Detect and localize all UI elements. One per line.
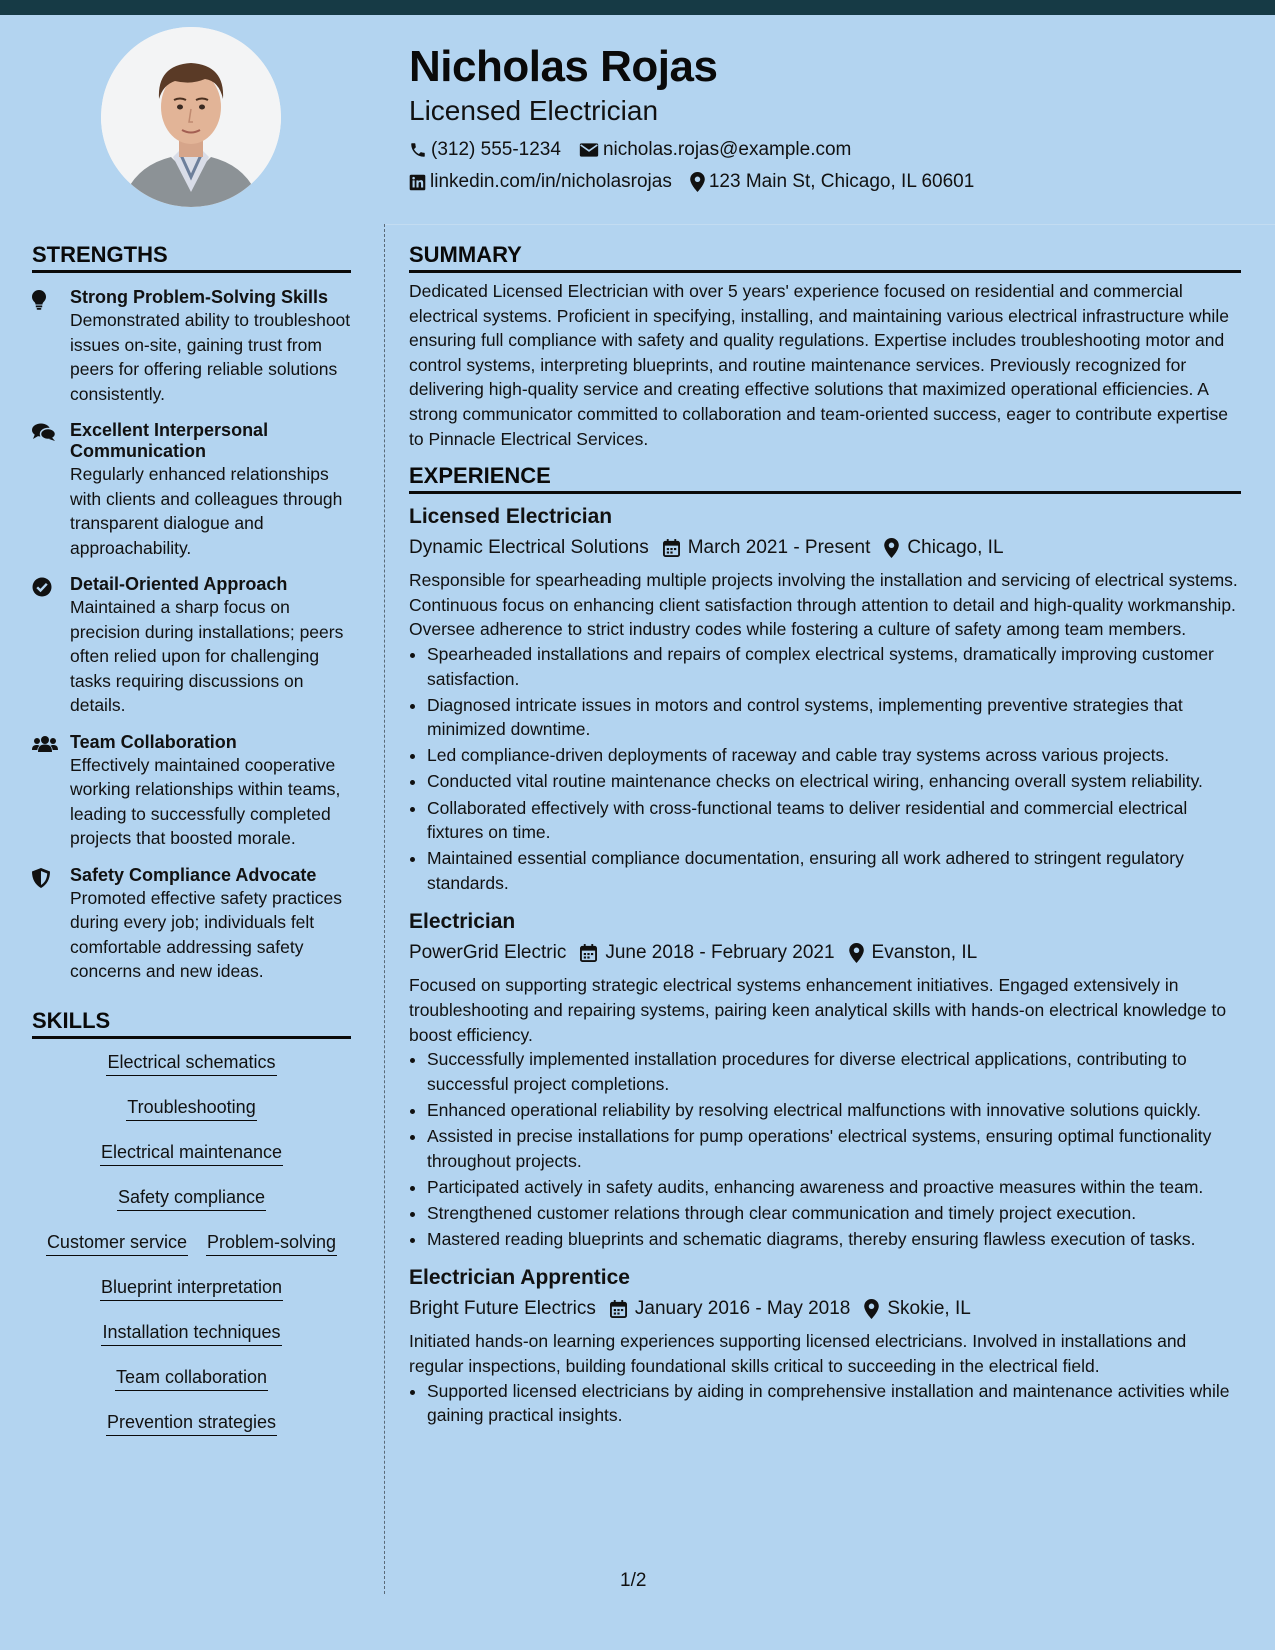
job-description: Initiated hands-on learning experiences supporting licensed electricians. Involved in installations and regular inspections, building foundational skills critical to succeeding in the electrical field. bbox=[409, 1331, 1187, 1376]
job-meta bbox=[409, 1293, 1241, 1325]
list-item: • Conducted vital routine maintenance checks on electrical wiring, enhancing overall system reliability. bbox=[427, 769, 1241, 794]
strength-item bbox=[32, 287, 351, 406]
strength-title: Detail-Oriented Approach bbox=[70, 574, 288, 594]
list-item: • Mastered reading blueprints and schematic diagrams, thereby ensuring flawless execution of tasks. bbox=[427, 1227, 1241, 1252]
list-item: • Led compliance-driven deployments of raceway and cable tray systems across various projects. bbox=[427, 743, 1241, 768]
job-meta bbox=[409, 532, 1241, 564]
job-company: Dynamic Electrical Solutions bbox=[409, 537, 649, 559]
strength-desc: Demonstrated ability to troubleshoot issues on-site, gaining trust from peers for offering reliable solutions consistently. bbox=[70, 310, 351, 404]
list-item: • Strengthened customer relations through clear communication and timely project execution. bbox=[427, 1201, 1241, 1226]
experience-heading: EXPERIENCE bbox=[409, 461, 1241, 494]
right-column bbox=[409, 240, 1241, 1429]
job-dates: June 2018 - February 2021 bbox=[605, 942, 835, 964]
candidate-name: Nicholas Rojas bbox=[409, 42, 718, 91]
list-item: • Participated actively in safety audits, enhancing awareness and proactive measures within the team. bbox=[427, 1175, 1241, 1200]
check-circle-icon bbox=[32, 577, 52, 597]
skill-tag: Team collaboration bbox=[115, 1364, 268, 1391]
map-pin-icon bbox=[690, 172, 705, 192]
lightbulb-icon bbox=[32, 290, 46, 310]
linkedin-text[interactable]: linkedin.com/in/nicholasrojas bbox=[430, 171, 672, 192]
list-item: • Collaborated effectively with cross-functional teams to deliver residential and commercial electrical fixtures on time. bbox=[427, 796, 1241, 845]
list-item: • Successfully implemented installation procedures for diverse electrical applications, contributing to successful project completions. bbox=[427, 1047, 1241, 1096]
job-title: Licensed Electrician bbox=[409, 505, 613, 529]
resume-header bbox=[409, 40, 1239, 198]
calendar-icon bbox=[663, 539, 680, 557]
envelope-icon bbox=[579, 142, 599, 158]
candidate-title: Licensed Electrician bbox=[409, 95, 659, 126]
strength-desc: Maintained a sharp focus on precision during installations; peers often relied upon for challenging tasks requiring discussions on details. bbox=[70, 597, 344, 715]
skill-tag: Installation techniques bbox=[101, 1319, 281, 1346]
skill-tag: Customer service bbox=[46, 1229, 188, 1256]
job-entry bbox=[409, 1263, 1241, 1427]
strengths-heading: STRENGTHS bbox=[32, 240, 351, 273]
skill-tag: Safety compliance bbox=[117, 1184, 266, 1211]
job-meta bbox=[409, 937, 1241, 969]
calendar-icon bbox=[610, 1300, 627, 1318]
page-number: 1/2 bbox=[620, 1570, 647, 1591]
shield-icon bbox=[32, 868, 50, 888]
skill-tag: Prevention strategies bbox=[106, 1409, 277, 1436]
column-divider bbox=[384, 224, 385, 1594]
contact-row-2 bbox=[409, 166, 1239, 198]
job-title: Electrician bbox=[409, 910, 516, 934]
phone-contact bbox=[409, 134, 561, 166]
email-contact[interactable] bbox=[579, 134, 851, 166]
list-item: • Assisted in precise installations for pump operations' electrical systems, ensuring optimal functionality throughout projects. bbox=[427, 1124, 1241, 1173]
strength-title: Strong Problem-Solving Skills bbox=[70, 287, 329, 307]
contact-row-1 bbox=[409, 134, 1239, 166]
summary-text: Dedicated Licensed Electrician with over 5 years' experience focused on residential and commercial electrical systems. Proficient in specifying, installing, and maintaining various electrical infrastructure while ensuring full compliance with safety and quality regulations. Expertise includes troubleshooting motor and control systems, interpreting blueprints, and routine maintenance services. Previously recognized for delivering high-quality service and creating effective solutions that maximized operational efficiencies. A strong communicator committed to collaboration and team-oriented success, eager to contribute expertise to Pinnacle Electrical Services. bbox=[409, 281, 1229, 449]
portrait-illustration bbox=[101, 27, 281, 207]
left-column bbox=[32, 240, 351, 1454]
skill-tag: Electrical maintenance bbox=[100, 1139, 283, 1166]
job-title: Electrician Apprentice bbox=[409, 1266, 630, 1290]
users-icon bbox=[32, 735, 58, 753]
job-company: PowerGrid Electric bbox=[409, 942, 567, 964]
map-pin-icon bbox=[849, 943, 864, 963]
strength-item bbox=[32, 865, 351, 984]
list-item: • Spearheaded installations and repairs of complex electrical systems, dramatically improving customer satisfaction. bbox=[427, 642, 1241, 691]
list-item: • Supported licensed electricians by aiding in comprehensive installation and maintenance activities while gaining practical insights. bbox=[427, 1379, 1241, 1428]
job-location: Evanston, IL bbox=[871, 942, 978, 964]
skills-heading: SKILLS bbox=[32, 1006, 351, 1039]
skills-list bbox=[32, 1049, 351, 1454]
strength-desc: Effectively maintained cooperative working relationships within teams, leading to successfully completed projects that boosted morale. bbox=[70, 754, 341, 848]
summary-heading: SUMMARY bbox=[409, 240, 1241, 273]
header-divider bbox=[384, 224, 1275, 225]
strength-desc: Promoted effective safety practices during every job; individuals felt comfortable addressing safety concerns and new ideas. bbox=[70, 887, 343, 981]
skill-tag: Troubleshooting bbox=[126, 1094, 256, 1121]
list-item: • Enhanced operational reliability by resolving electrical malfunctions with innovative solutions quickly. bbox=[427, 1098, 1241, 1123]
skill-tag: Blueprint interpretation bbox=[100, 1274, 283, 1301]
job-dates: January 2016 - May 2018 bbox=[634, 1298, 851, 1320]
job-bullets bbox=[409, 1379, 1241, 1428]
strength-item bbox=[32, 420, 351, 560]
phone-text: (312) 555-1234 bbox=[431, 139, 561, 160]
skill-tag: Electrical schematics bbox=[106, 1049, 276, 1076]
map-pin-icon bbox=[864, 1299, 879, 1319]
job-description: Focused on supporting strategic electrical systems enhancement initiatives. Engaged extensively in troubleshooting and repairing systems, pairing keen analytical skills with hands-on electrical knowledge to boost efficiency. bbox=[409, 975, 1227, 1045]
linkedin-icon bbox=[409, 174, 426, 191]
strength-title: Team Collaboration bbox=[70, 731, 237, 752]
job-bullets bbox=[409, 642, 1241, 895]
job-description: Responsible for spearheading multiple projects involving the installation and servicing of electrical systems. Continuous focus on enhancing client satisfaction through attention to detail and high-quality workmanship. Oversee adherence to strict industry codes while fostering a culture of safety among team members. bbox=[409, 570, 1238, 640]
skill-tag: Problem-solving bbox=[206, 1229, 337, 1256]
map-pin-icon bbox=[884, 538, 899, 558]
job-dates: March 2021 - Present bbox=[687, 537, 871, 559]
strength-desc: Regularly enhanced relationships with clients and colleagues through transparent dialogue and approachability. bbox=[70, 464, 343, 558]
job-location: Skokie, IL bbox=[887, 1298, 971, 1320]
job-bullets bbox=[409, 1047, 1241, 1251]
strength-item bbox=[32, 732, 351, 851]
profile-photo bbox=[101, 27, 281, 207]
job-entry bbox=[409, 907, 1241, 1251]
calendar-icon bbox=[580, 944, 597, 962]
strength-item bbox=[32, 574, 351, 718]
phone-icon bbox=[409, 141, 427, 159]
address-text: 123 Main St, Chicago, IL 60601 bbox=[708, 171, 975, 192]
job-company: Bright Future Electrics bbox=[409, 1298, 596, 1320]
list-item: • Maintained essential compliance documentation, ensuring all work adhered to stringent regulatory standards. bbox=[427, 846, 1241, 895]
chat-icon bbox=[32, 423, 56, 441]
job-entry bbox=[409, 502, 1241, 895]
top-accent-bar bbox=[0, 0, 1275, 15]
strength-title: Excellent Interpersonal Communication bbox=[70, 420, 269, 461]
job-location: Chicago, IL bbox=[907, 537, 1004, 559]
linkedin-contact[interactable] bbox=[409, 166, 672, 198]
email-text[interactable]: nicholas.rojas@example.com bbox=[602, 139, 852, 160]
list-item: • Diagnosed intricate issues in motors and control systems, implementing preventive strategies that minimized downtime. bbox=[427, 693, 1241, 742]
strength-title: Safety Compliance Advocate bbox=[70, 864, 317, 885]
address-contact bbox=[690, 166, 974, 198]
